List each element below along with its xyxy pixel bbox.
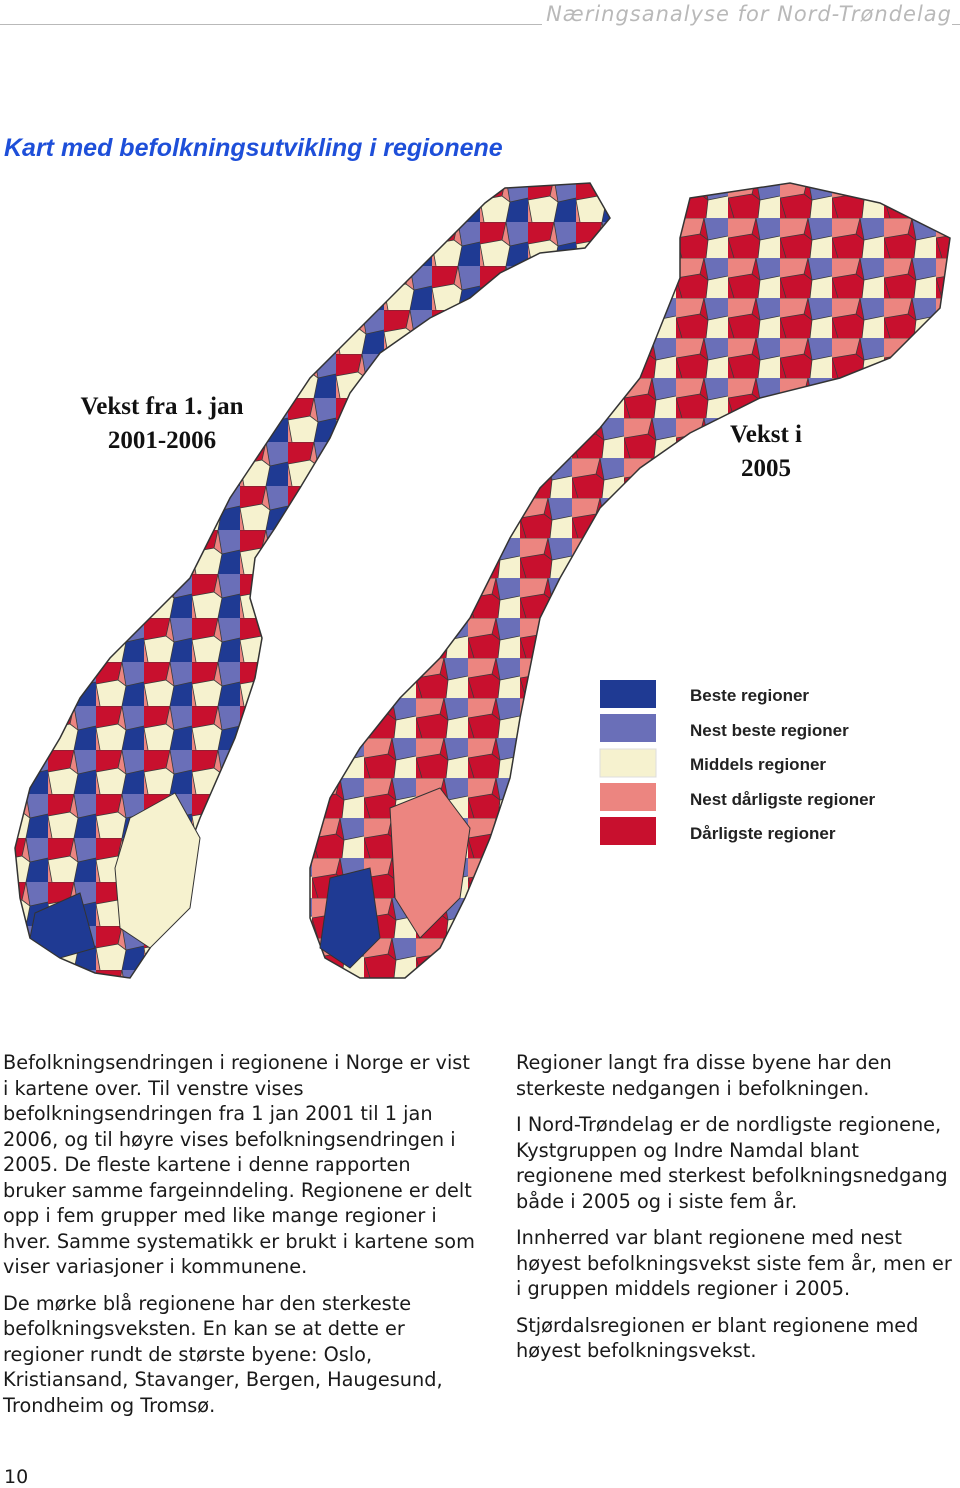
map-figure [0,178,960,1008]
left-paragraph-1: Befolkningsendringen i regionene i Norge er vist i kartene over. Til venstre vises befolkningsendringen fra 1 jan 2001 til 1 jan 2006, og til høyre vises befolkningsendringen i 2005. De fleste kartene i denne rapporten bruker samme fargeinndeling. Regionene er delt opp i fem grupper med like mange regioner i hver. Samme systematikk er brukt i kartene som viser variasjoner i kommunene. [3,1051,475,1278]
left-map-label-line1: Vekst fra 1. jan [80,393,244,420]
right-text-column [516,1050,960,1375]
legend-swatch-nest-beste [600,714,656,742]
right-map-label-line1: Vekst i [729,421,803,448]
right-paragraph-3: Innherred var blant regionene med nest høyest befolkningsvekst siste fem år, men er i gruppen middels regioner i 2005. [516,1226,952,1300]
map-legend [600,680,876,845]
legend-label-nest-beste: Nest beste regioner [690,721,849,740]
right-paragraph-1: Regioner langt fra disse byene har den sterkeste nedgangen i befolkningen. [516,1051,892,1100]
page-number: 10 [4,1466,29,1488]
legend-label-beste: Beste regioner [690,686,810,705]
legend-swatch-middels [600,749,656,777]
legend-swatch-nest-darligste [600,783,656,811]
right-map-label-line2: 2005 [741,455,791,482]
legend-label-nest-darligste: Nest dårligste regioner [690,790,876,809]
legend-label-middels: Middels regioner [690,755,827,774]
legend-swatch-beste [600,680,656,708]
right-paragraph-2: I Nord-Trøndelag er de nordligste regionene, Kystgruppen og Indre Namdal blant regionene med sterkest befolkningsnedgang både i 2005 og i siste fem år. [516,1113,948,1213]
legend-label-darligste: Dårligste regioner [690,824,836,843]
right-paragraph-4: Stjørdalsregionen er blant regionene med høyest befolkningsvekst. [516,1313,919,1362]
left-map-label-line2: 2001-2006 [107,427,217,454]
running-header [0,2,960,26]
left-text-column [3,1050,478,1429]
header-text: Næringsanalyse for Nord-Trøndelag [542,2,952,26]
left-paragraph-2: De mørke blå regionene har den sterkeste befolkningsveksten. En kan se at dette er regioner rundt de største byene: Oslo, Kristiansand, Stavanger, Bergen, Haugesund, Trondheim og Tromsø. [3,1291,443,1417]
map-svg [0,178,960,1008]
page-title: Kart med befolkningsutvikling i regionene [4,134,503,162]
legend-swatch-darligste [600,817,656,845]
